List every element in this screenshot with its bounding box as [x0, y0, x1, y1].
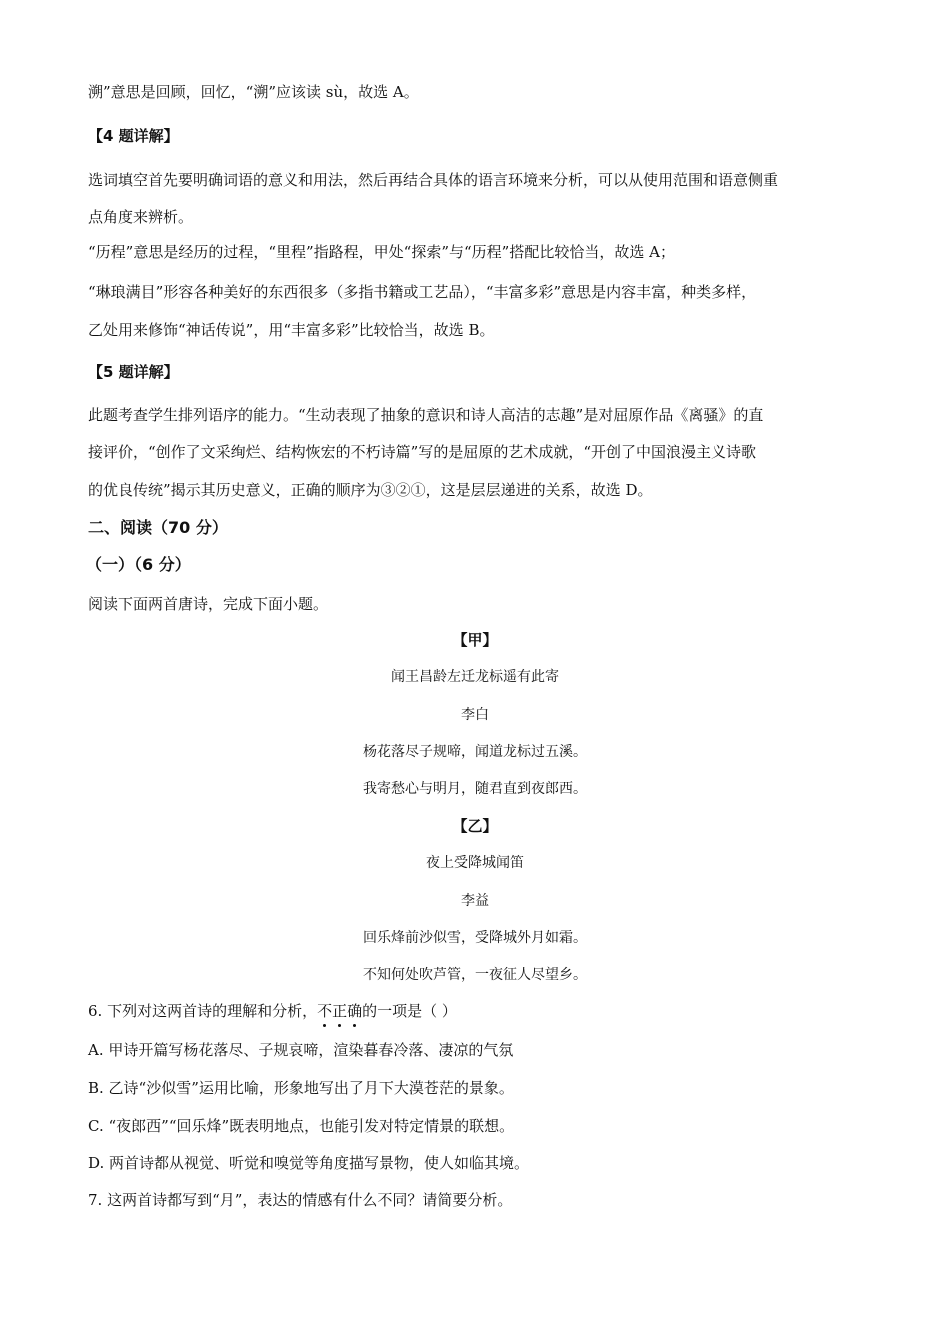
q4-para1-line1: 选词填空首先要明确词语的意义和用法，然后再结合具体的语言环境来分析，可以从使用范围和语意侧重	[88, 171, 779, 189]
q4-title: 【4 题详解】	[88, 127, 179, 145]
q6-stem-suffix: 的一项是（ ）	[362, 1002, 457, 1020]
q5-line1: 此题考查学生排列语序的能力。“生动表现了抽象的意识和诗人高洁的志趣”是对屈原作品《离骚》的直	[88, 406, 764, 424]
poem-jia-title: 闻王昌龄左迁龙标遥有此寄	[391, 669, 559, 685]
section-instruction: 阅读下面两首唐诗，完成下面小题。	[88, 595, 329, 613]
poem-jia-line1: 杨花落尽子规啼，闻道龙标过五溪。	[363, 744, 587, 760]
section-title: 二、阅读（70 分）	[88, 518, 228, 537]
poem-yi-line1: 回乐烽前沙似雪，受降城外月如霜。	[363, 930, 587, 946]
q5-title: 【5 题详解】	[88, 363, 179, 381]
q6-option-a: A. 甲诗开篇写杨花落尽、子规哀啼，渲染暮春冷落、凄凉的气氛	[88, 1041, 514, 1059]
q4-para2: “历程”意思是经历的过程，“里程”指路程，甲处“探索”与“历程”搭配比较恰当，故选 A；	[88, 243, 675, 261]
q6-option-c: C. “夜郎西”“回乐烽”既表明地点，也能引发对特定情景的联想。	[88, 1117, 515, 1135]
q4-para1-line2: 点角度来辨析。	[88, 208, 194, 226]
q6-option-d: D. 两首诗都从视觉、听觉和嗅觉等角度描写景物，使人如临其境。	[88, 1154, 530, 1172]
q5-line3: 的优良传统”揭示其历史意义，正确的顺序为③②①，这是层层递进的关系，故选 D。	[88, 481, 653, 499]
answer3-tail: 溯”意思是回顾，回忆，“溯”应该读 sù，故选 A。	[88, 83, 419, 101]
poem-jia-label: 【甲】	[452, 631, 498, 649]
q6-stem-prefix: 6. 下列对这两首诗的理解和分析，	[88, 1002, 318, 1020]
q6-emphasis-char: 不	[317, 1002, 333, 1020]
q7-stem: 7. 这两首诗都写到“月”，表达的情感有什么不同？请简要分析。	[88, 1191, 513, 1209]
poem-jia-author: 李白	[461, 707, 489, 723]
poem-jia-line2: 我寄愁心与明月，随君直到夜郎西。	[363, 781, 587, 797]
poem-yi-author: 李益	[461, 893, 489, 909]
q4-para3-line2: 乙处用来修饰“神话传说”，用“丰富多彩”比较恰当，故选 B。	[88, 321, 495, 339]
poem-yi-label: 【乙】	[452, 817, 498, 835]
q6-option-b: B. 乙诗“沙似雪”运用比喻，形象地写出了月下大漠苍茫的景象。	[88, 1079, 514, 1097]
section-subtitle: （一）（6 分）	[86, 555, 191, 574]
q6-stem	[88, 1001, 457, 1021]
q6-emphasis-char: 正	[332, 1002, 348, 1020]
q4-para3-line1: “琳琅满目”形容各种美好的东西很多（多指书籍或工艺品），“丰富多彩”意思是内容丰富，种类多样，	[88, 283, 757, 301]
q6-emphasis-char: 确	[347, 1002, 363, 1020]
q5-line2: 接评价，“创作了文采绚烂、结构恢宏的不朽诗篇”写的是屈原的艺术成就，“开创了中国浪漫主义诗歌	[88, 443, 757, 461]
poem-yi-title: 夜上受降城闻笛	[426, 855, 524, 871]
poem-yi-line2: 不知何处吹芦管，一夜征人尽望乡。	[363, 967, 587, 983]
